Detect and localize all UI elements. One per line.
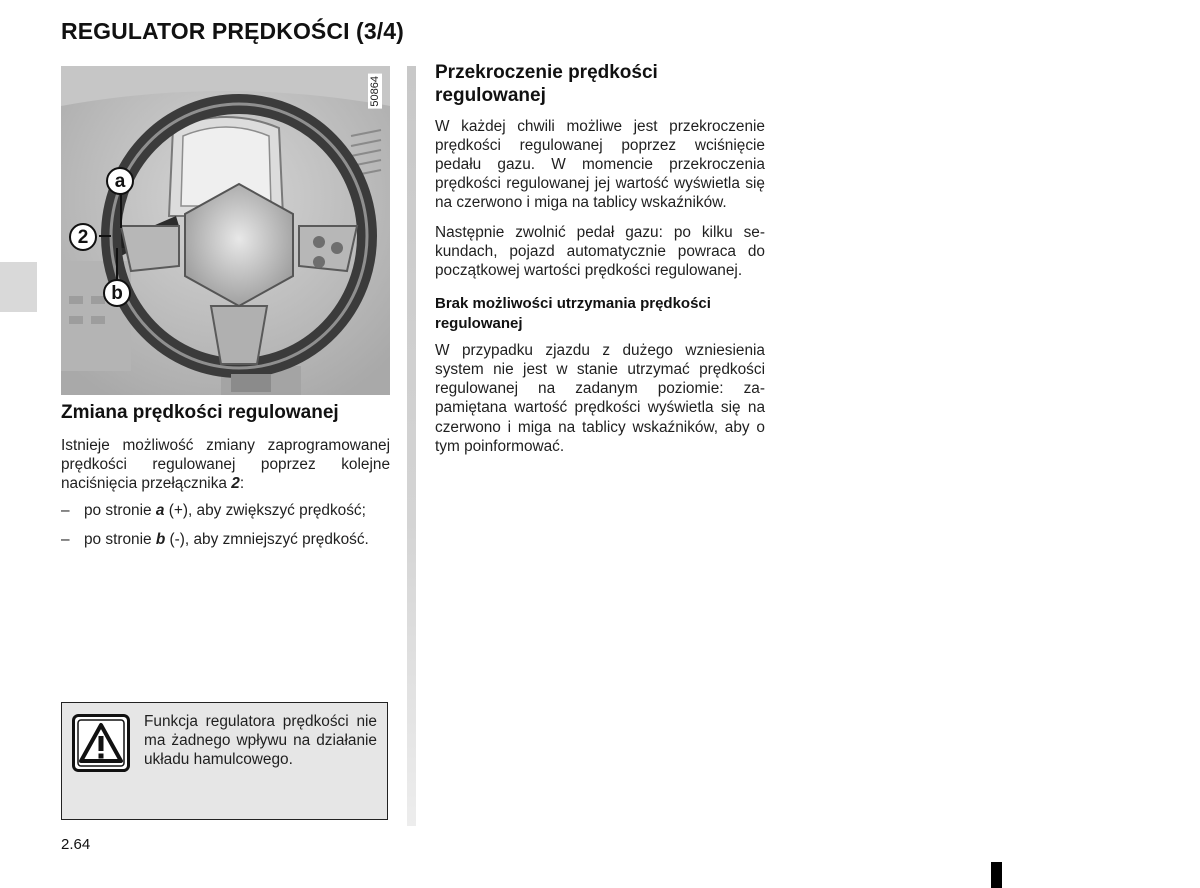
key-reference: a (155, 502, 165, 520)
list-item-suffix: (-), aby zmniejszyć prędkość. (165, 530, 369, 548)
list-item-prefix: po stronie (84, 502, 156, 520)
dash-bullet: – (61, 530, 70, 548)
callout-2: 2 (69, 223, 97, 251)
intro-prefix: Istnieje możliwość zmiany zaprogramowanej prędkości regulowanej poprzez kolejne naciśnięcia przełącznika (61, 436, 390, 493)
page-number: 2.64 (61, 836, 91, 853)
callout-a: a (106, 167, 134, 195)
intro-suffix: : (239, 475, 245, 493)
list-item-suffix: (+), aby zwiększyć prędkość; (164, 502, 366, 520)
intro-paragraph (61, 436, 390, 494)
exceed-paragraph-1: W każdej chwili możliwe jest przekroczenie prędkości regulowanej poprzez wciśnięcie pedału gazu. W momencie przekroczenia prędkości regulowanej jej wartość wyświetla się na czerwono i miga na tablicy wskaźników. (435, 117, 765, 212)
warning-box (61, 702, 388, 820)
column-divider (407, 66, 416, 826)
warning-text: Funkcja regulatora prędkości nie ma żadnego wpływu na działanie układu hamulcowego. (144, 713, 377, 769)
chapter-tab (0, 262, 37, 312)
dash-bullet: – (61, 502, 70, 520)
page-title: REGULATOR PRĘDKOŚCI (3/4) (61, 18, 404, 44)
list-item (61, 530, 390, 549)
subheading-cannot-maintain: Brak możliwości utrzymania prędkości regulowanej (435, 295, 711, 333)
switch-reference: 2 (231, 475, 240, 493)
section-heading-speed-change: Zmiana prędkości regulowanej (61, 402, 339, 423)
section-heading-exceed-speed: Przekroczenie prędkości regulowanej (435, 62, 658, 106)
figure-number: 50864 (369, 76, 381, 107)
warning-triangle-icon (72, 714, 130, 772)
steering-wheel-figure (61, 66, 390, 395)
thumb-index-mark (991, 862, 1002, 888)
exceed-paragraph-2: Następnie zwolnić pedał gazu: po kilku sekundach, pojazd automatycznie powraca do początkowej wartości prędkości regulowanej. (435, 223, 765, 280)
cannot-maintain-paragraph: W przypadku zjazdu z dużego wzniesienia system nie jest w stanie utrzymać prędkości regulowanej na zadanym poziomie: zapamiętana wartość prędkości wyświetla się na czerwono i miga na tablicy wskaźników, aby o tym poinformować. (435, 341, 765, 455)
list-item (61, 501, 390, 520)
list-item-prefix: po stronie (84, 530, 156, 548)
steering-wheel-illustration (61, 66, 390, 395)
key-reference: b (155, 530, 166, 548)
adjustment-list (61, 501, 390, 548)
right-column (435, 62, 765, 466)
left-column (61, 402, 390, 558)
callout-b: b (103, 279, 131, 307)
